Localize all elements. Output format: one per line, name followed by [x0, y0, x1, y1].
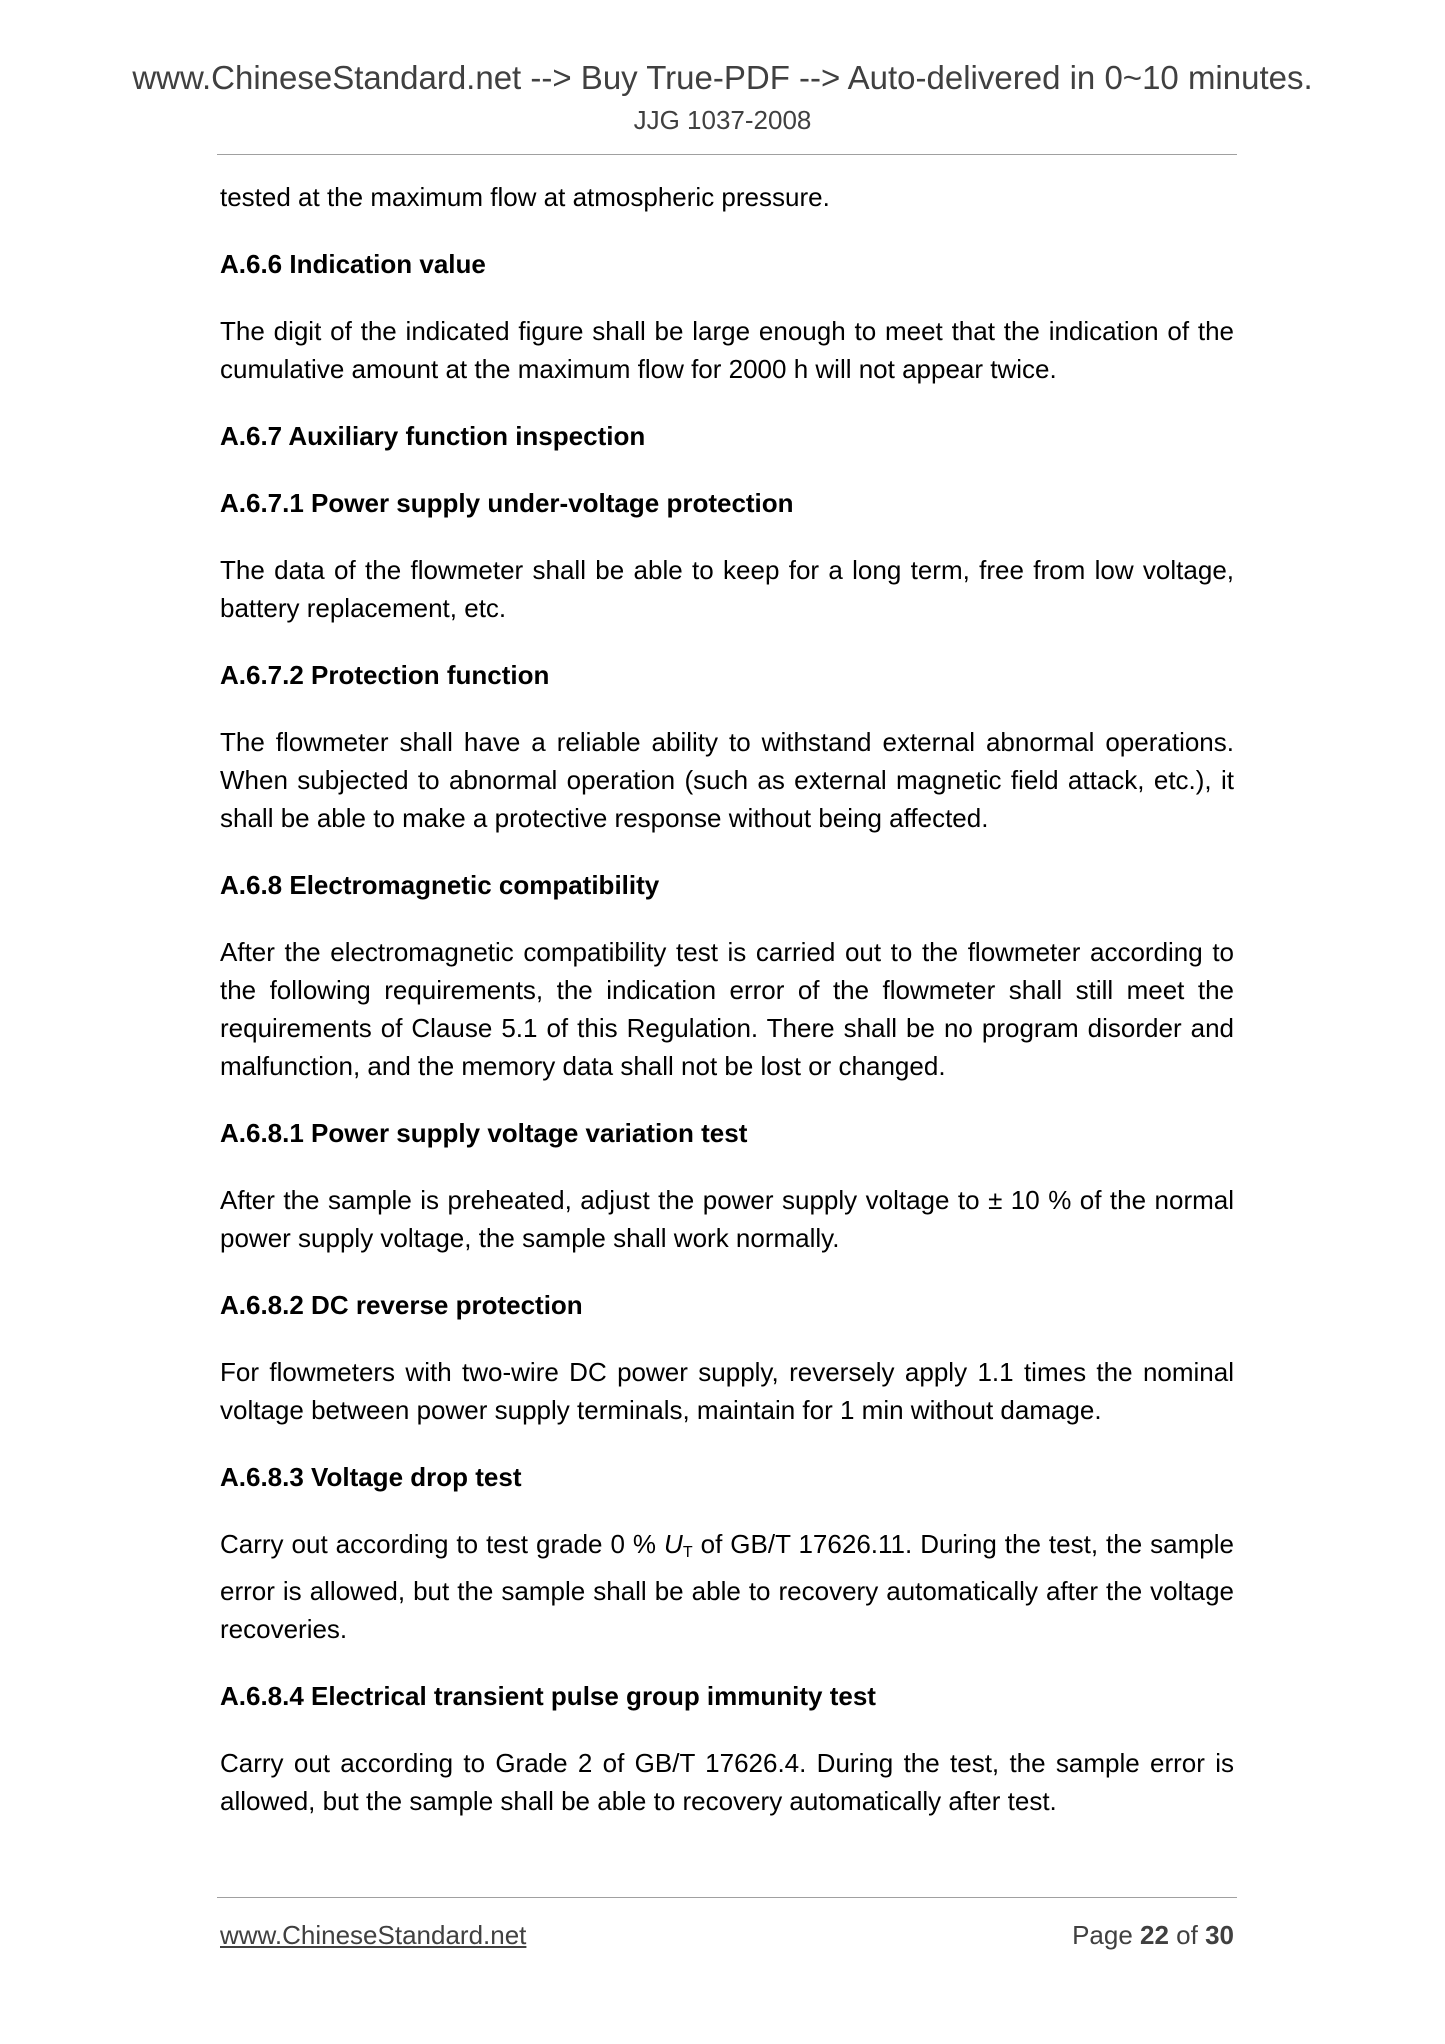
- footer-site-link[interactable]: www.ChineseStandard.net: [220, 1920, 527, 1950]
- paragraph-a-6-8: After the electromagnetic compatibility test is carried out to the flowmeter according to the following requirements, the indication error of the flowmeter shall still meet the requirements of Clause 5.1 of this Regulation. There shall be no program disorder and malfunction, and the memory data shall not be lost or changed.: [220, 937, 1234, 1081]
- standard-code: JJG 1037-2008: [633, 105, 812, 135]
- voltage-symbol: U: [664, 1529, 683, 1559]
- paragraph-a-6-8-2: For flowmeters with two-wire DC power supply, reversely apply 1.1 times the nominal voltage between power supply terminals, maintain for 1 min without damage.: [220, 1357, 1234, 1425]
- paragraph-a-6-8-3-pre: Carry out according to test grade 0 %: [220, 1529, 665, 1559]
- heading-a-6-7-2: A.6.7.2 Protection function: [220, 660, 550, 690]
- heading-a-6-8-4: A.6.8.4 Electrical transient pulse group immunity test: [220, 1681, 876, 1711]
- heading-a-6-8-3: A.6.8.3 Voltage drop test: [220, 1462, 522, 1492]
- paragraph-a-6-6: The digit of the indicated figure shall be large enough to meet that the indication of the cumulative amount at the maximum flow for 2000 h will not appear twice.: [220, 316, 1234, 384]
- heading-a-6-8: A.6.8 Electromagnetic compatibility: [220, 870, 660, 900]
- voltage-symbol-subscript: T: [682, 1544, 693, 1561]
- page-current: 22: [1140, 1920, 1169, 1950]
- paragraph-a-6-7-1: The data of the flowmeter shall be able to keep for a long term, free from low voltage, battery replacement, etc.: [220, 555, 1234, 623]
- heading-a-6-8-2: A.6.8.2 DC reverse protection: [220, 1290, 583, 1320]
- paragraph-a-6-8-3-post: of GB/T 17626.11. During the test, the sample error is allowed, but the sample shall be able to recovery automatically after the voltage recoveries.: [220, 1529, 1234, 1644]
- heading-a-6-7: A.6.7 Auxiliary function inspection: [220, 421, 646, 451]
- paragraph-a-6-8-4: Carry out according to Grade 2 of GB/T 17626.4. During the test, the sample error is allowed, but the sample shall be able to recovery automatically after test.: [220, 1748, 1234, 1816]
- heading-a-6-6: A.6.6 Indication value: [220, 249, 486, 279]
- header-divider: [217, 154, 1237, 155]
- paragraph-a-6-8-1: After the sample is preheated, adjust the power supply voltage to ± 10 % of the normal power supply voltage, the sample shall work normally.: [220, 1185, 1234, 1253]
- paragraph-a-6-8-3: [220, 1525, 1234, 1648]
- footer-divider: [217, 1897, 1237, 1898]
- paragraph-a-6-7-2: The flowmeter shall have a reliable ability to withstand external abnormal operations. When subjected to abnormal operation (such as external magnetic field attack, etc.), it shall be able to make a protective response without being affected.: [220, 727, 1234, 833]
- page-prefix: Page: [1072, 1920, 1141, 1950]
- heading-a-6-8-1: A.6.8.1 Power supply voltage variation test: [220, 1118, 748, 1148]
- page-indicator: [1072, 1918, 1234, 1952]
- page-of: of: [1168, 1920, 1206, 1950]
- document-body: [220, 178, 1234, 1849]
- header-banner: www.ChineseStandard.net --> Buy True-PDF --> Auto-delivered in 0~10 minutes.: [132, 59, 1313, 96]
- paragraph-continuation: tested at the maximum flow at atmospheric pressure.: [220, 182, 830, 212]
- page-total: 30: [1205, 1920, 1234, 1950]
- heading-a-6-7-1: A.6.7.1 Power supply under-voltage protection: [220, 488, 794, 518]
